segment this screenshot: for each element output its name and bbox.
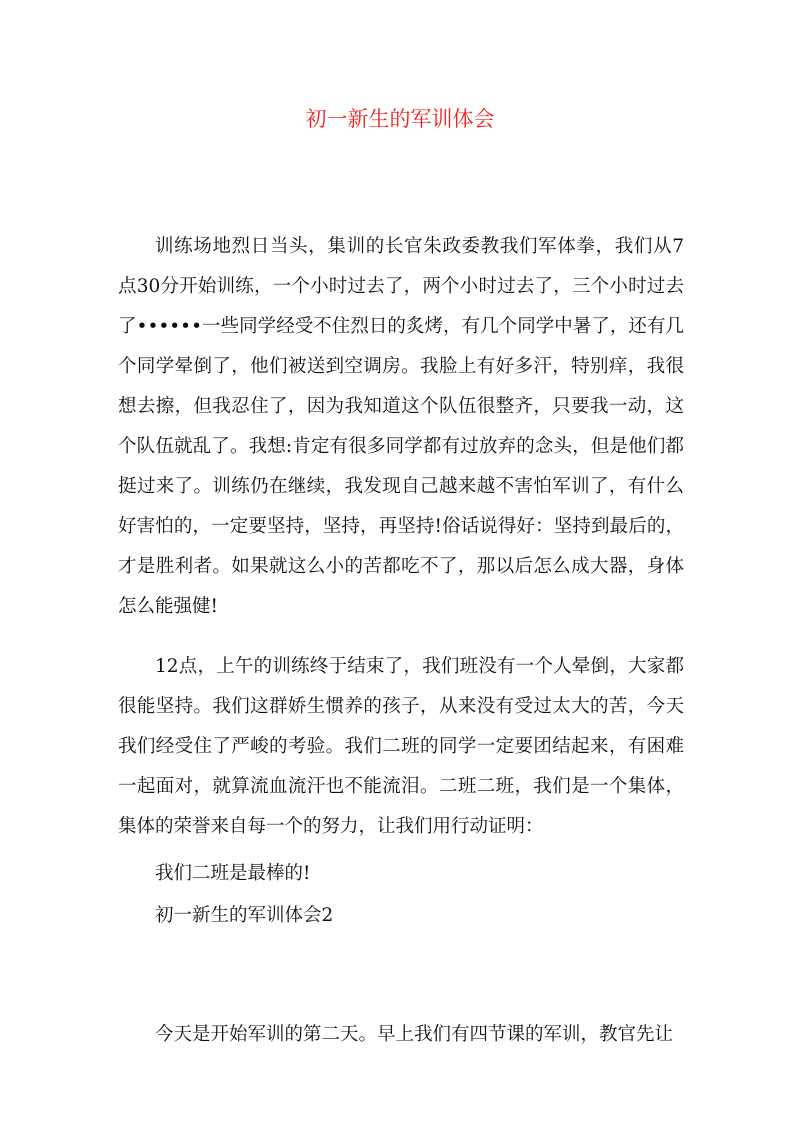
paragraph-training-field: 训练场地烈日当头，集训的长官朱政委教我们军体拳，我们从7点30分开始训练，一个小时过去了，两个小时过去了，三个小时过去了••••••一些同学经受不住烈日的炙烤，有几个同学中暑了，还有几个同学晕倒了，他们被送到空调房。我脸上有好多汗，特别痒，我很想去擦，但我忍住了，因为我知道这个队伍很整齐，只要我一动，这个队伍就乱了。我想:肯定有很多同学都有过放弃的念头，但是他们都挺过来了。训练仍在继续，我发现自己越来越不害怕军训了，有什么好害怕的，一定要坚持，坚持，再坚持!俗话说得好：坚持到最后的，才是胜利者。如果就这么小的苦都吃不了，那以后怎么成大器，身体怎么能强健! [118, 236, 684, 617]
paragraph-training-end: 12点，上午的训练终于结束了，我们班没有一个人晕倒，大家都很能坚持。我们这群娇生惯养的孩子，从来没有受过太大的苦，今天我们经受住了严峻的考验。我们二班的同学一定要团结起来，有困难一起面对，就算流血流汗也不能流泪。二班二班，我们是一个集体，集体的荣誉来自每一个的努力，让我们用行动证明： [118, 656, 684, 837]
section-heading-2: 初一新生的军训体会2 [155, 905, 334, 926]
paragraph-class-best: 我们二班是最棒的! [155, 863, 311, 884]
document-title: 初一新生的军训体会 [305, 107, 495, 131]
paragraph-second-day: 今天是开始军训的第二天。早上我们有四节课的军训，教官先让 [155, 1024, 674, 1045]
